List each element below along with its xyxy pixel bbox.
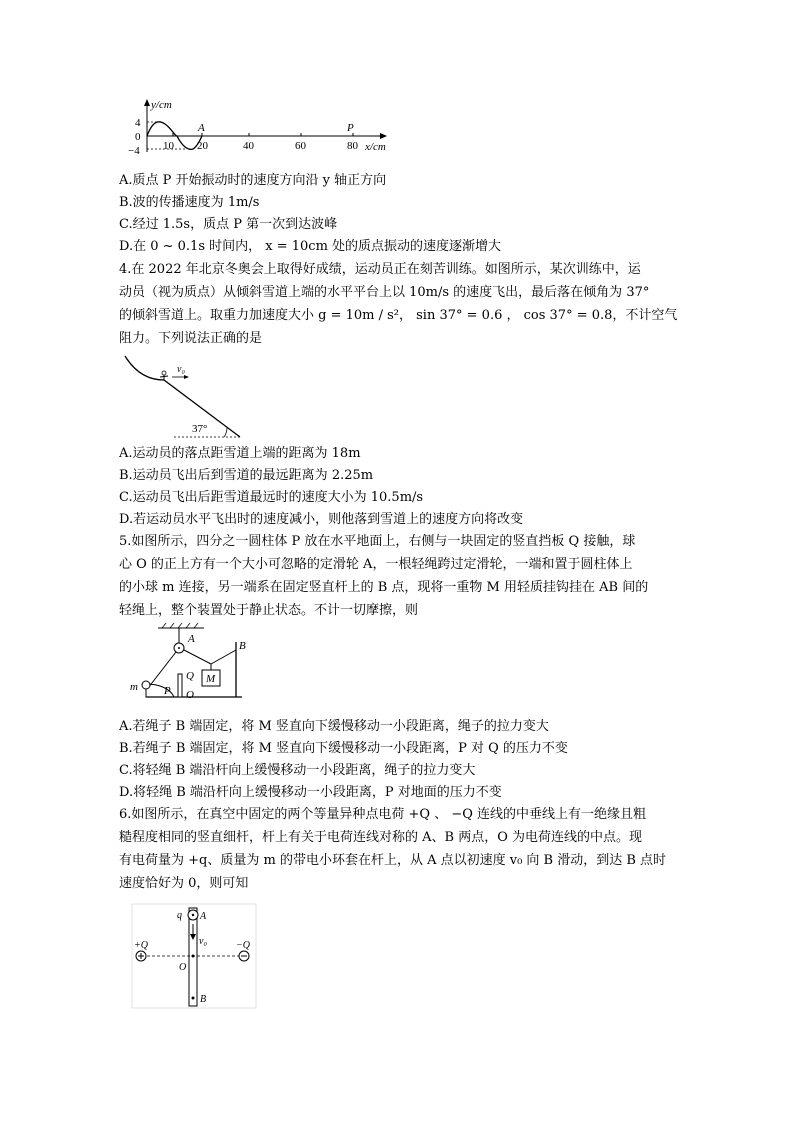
q4-stem-line-1: 4.在 2022 年北京冬奥会上取得好成绩，运动员正在刻苦训练。如图所示，某次训练中，运	[119, 262, 641, 277]
angle-label: 37°	[192, 423, 208, 435]
label-plus-q: +Q	[134, 940, 148, 951]
label-q-charge: q	[177, 910, 182, 921]
pulley-figure	[124, 622, 254, 702]
x-tick-80: 80	[347, 140, 358, 152]
point-a-label: A	[198, 122, 205, 134]
q4-option-c: C.运动员飞出后距雪道最远时的速度大小为 10.5m/s	[119, 490, 424, 505]
label-q: Q	[186, 670, 194, 682]
q3-option-b: B.波的传播速度为 1m/s	[119, 195, 260, 210]
q4-option-a: A.运动员的落点距雪道上端的距离为 18m	[119, 446, 361, 461]
q6-stem-line-1: 6.如图所示，在真空中固定的两个等量异种点电荷 +Q 、 −Q 连线的中垂线上有一绝缘且粗	[119, 807, 647, 822]
q4-option-d: D.若运动员水平飞出时的速度减小，则他落到雪道上的速度方向将改变	[119, 512, 524, 527]
label-o-point: O	[179, 962, 187, 973]
q3-option-a: A.质点 P 开始振动时的速度方向沿 y 轴正方向	[119, 173, 387, 188]
y-axis-label: y/cm	[151, 99, 172, 111]
q4-stem-line-4: 阻力。下列说法正确的是	[119, 331, 263, 346]
q3-option-c: C.经过 1.5s，质点 P 第一次到达波峰	[119, 217, 338, 232]
label-m-ball: m	[130, 681, 138, 693]
y-tick-4: 4	[135, 117, 141, 129]
x-tick-20: 20	[197, 140, 208, 152]
x-tick-40: 40	[243, 140, 254, 152]
point-p-label: P	[347, 122, 354, 134]
label-m-weight: M	[206, 673, 216, 685]
label-minus-q: −Q	[236, 940, 250, 951]
x-tick-10: 10	[163, 140, 174, 152]
label-o: O	[186, 689, 194, 701]
q4-option-b: B.运动员飞出后到雪道的最远距离为 2.25m	[119, 468, 374, 483]
q5-option-c: C.将轻绳 B 端沿杆向上缓慢移动一小段距离，绳子的拉力变大	[119, 763, 476, 778]
q5-option-b: B.若绳子 B 端固定，将 M 竖直向下缓慢移动一小段距离，P 对 Q 的压力不变	[119, 741, 568, 756]
y-tick-0: 0	[135, 131, 141, 143]
label-a: A	[188, 633, 195, 645]
q5-option-d: D.将轻绳 B 端沿杆向上缓慢移动一小段距离，P 对地面的压力不变	[119, 785, 502, 800]
wave-graph	[125, 96, 390, 158]
q5-stem-line-4: 轻绳上，整个装置处于静止状态。不计一切摩擦，则	[119, 603, 419, 618]
q6-stem-line-4: 速度恰好为 0，则可知	[119, 876, 249, 891]
label-b: B	[239, 640, 246, 652]
label-p: P	[164, 685, 171, 697]
q6-stem-line-2: 糙程度相同的竖直细杆，杆上有关于电荷连线对称的 A、B 两点，O 为电荷连线的中点。现	[119, 830, 642, 845]
q5-stem-line-2: 心 O 的正上方有一个大小可忽略的定滑轮 A，一根轻绳跨过定滑轮，一端和置于圆柱体上	[119, 557, 633, 572]
y-tick-neg4: −4	[128, 145, 140, 157]
q4-stem-line-3: 的倾斜雪道上。取重力加速度大小 g = 10m / s²， sin 37° = 0.6 ， cos 37° = 0.8，不计空气	[119, 308, 678, 323]
x-axis-label: x/cm	[365, 141, 386, 153]
q4-stem-line-2: 动员（视为质点）从倾斜雪道上端的水平平台上以 10m/s 的速度飞出，最后落在倾角为 37°	[119, 285, 650, 300]
label-a-point: A	[200, 911, 207, 922]
q5-stem-line-1: 5.如图所示，四分之一圆柱体 P 放在水平地面上，右侧与一块固定的竖直挡板 Q 接触，球	[119, 534, 636, 549]
q5-option-a: A.若绳子 B 端固定，将 M 竖直向下缓慢移动一小段距离，绳子的拉力变大	[119, 719, 549, 734]
q3-option-d: D.在 0 ~ 0.1s 时间内， x = 10cm 处的质点振动的速度逐渐增大	[119, 239, 502, 254]
charge-rod-figure	[130, 902, 258, 1010]
label-v0: v₀	[199, 936, 207, 947]
ski-slope-figure	[122, 352, 247, 442]
q5-stem-line-3: 的小球 m 连接，另一端系在固定竖直杆上的 B 点，现将一重物 M 用轻质挂钩挂在 AB 间的	[119, 580, 649, 595]
x-tick-60: 60	[295, 140, 306, 152]
label-b-point: B	[200, 994, 207, 1005]
v0-label: v₀	[177, 364, 185, 375]
q6-stem-line-3: 有电荷量为 +q、质量为 m 的带电小环套在杆上，从 A 点以初速度 v₀ 向 B 滑动，到达 B 点时	[119, 853, 667, 868]
